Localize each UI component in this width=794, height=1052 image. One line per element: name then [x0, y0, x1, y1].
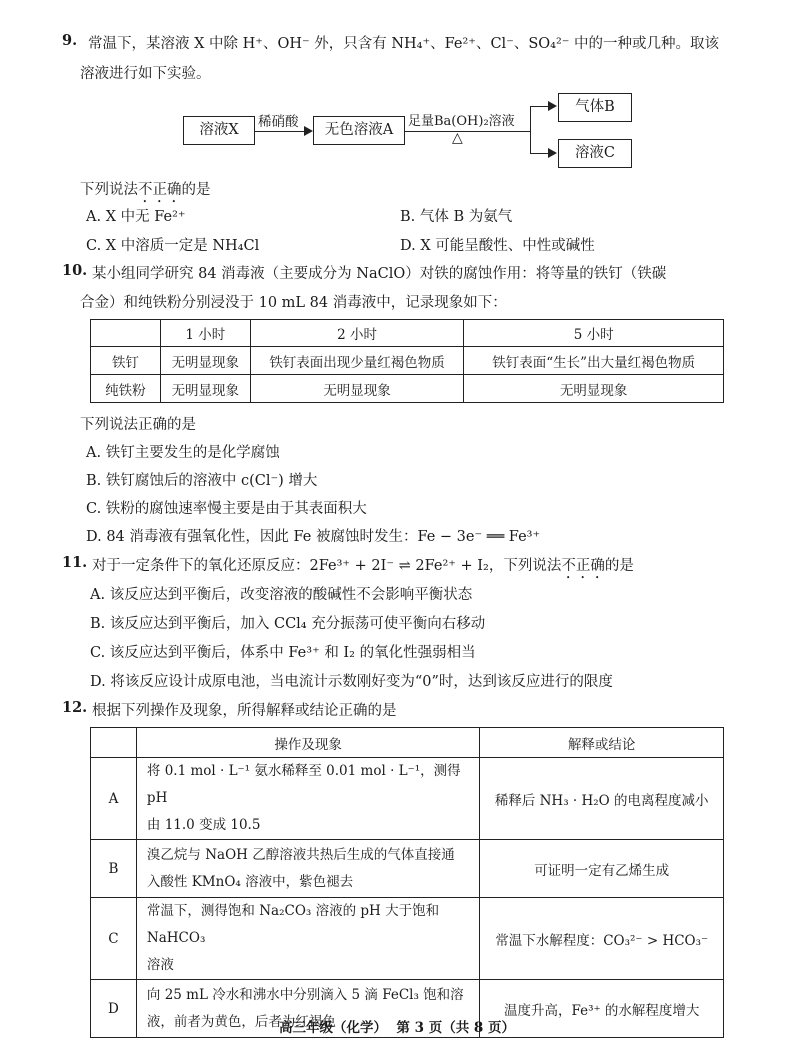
q9-option-d: D. X 可能呈酸性、中性或碱性 — [400, 238, 595, 254]
q12-row-label: B — [91, 840, 137, 898]
q10-cell: 铁钉 — [91, 347, 161, 375]
flow-arrow-1-head — [304, 126, 313, 136]
q10-cell: 无明显现象 — [160, 375, 250, 403]
flow-branch-top-line — [530, 106, 550, 107]
q12-row-conclusion: 可证明一定有乙烯生成 — [480, 840, 724, 898]
flow-branch-top-head — [548, 101, 557, 111]
q12-header-empty — [91, 728, 137, 758]
flow-branch-vertical — [530, 106, 531, 154]
q10-cell: 铁钉表面“生长”出大量红褐色物质 — [464, 347, 724, 375]
flow-box-solution-x: 溶液X — [183, 116, 255, 145]
q11-option-b: B. 该反应达到平衡后，加入 CCl₄ 充分振荡可使平衡向右移动 — [90, 616, 486, 632]
q10-cell: 无明显现象 — [250, 375, 464, 403]
q12-row-operation: 常温下，测得饱和 Na₂CO₃ 溶液的 pH 大于饱和 NaHCO₃ 溶液 — [136, 898, 479, 980]
q12-row-label: A — [91, 758, 137, 840]
q10-header-2h: 2 小时 — [250, 320, 464, 347]
q10-cell: 纯铁粉 — [91, 375, 161, 403]
page-footer: 高三年级（化学） 第 3 页（共 8 页） — [279, 1020, 515, 1036]
q11-stem: 对于一定条件下的氧化还原反应：2Fe³⁺ + 2I⁻ ⇌ 2Fe²⁺ + I₂，下列说法不正确的是 — [92, 558, 634, 574]
q10-stem-line2: 合金）和纯铁粉分别浸没于 10 mL 84 消毒液中，记录现象如下： — [80, 295, 507, 311]
q10-header-empty — [91, 320, 161, 347]
q9-option-b: B. 气体 B 为氨气 — [400, 209, 513, 225]
q9-option-a: A. X 中无 Fe²⁺ — [86, 209, 186, 225]
q10-row-nail — [91, 347, 724, 375]
flow-box-gas-b: 气体B — [558, 93, 632, 122]
q10-header-5h: 5 小时 — [464, 320, 724, 347]
flow-arrow-1-label: 稀硝酸 — [258, 114, 299, 130]
q9-number: 9. — [62, 32, 78, 49]
q12-stem: 根据下列操作及现象，所得解释或结论正确的是 — [92, 703, 397, 719]
flow-box-solution-a: 无色溶液A — [313, 116, 405, 145]
q10-number: 10. — [62, 262, 88, 279]
q10-option-a: A. 铁钉主要发生的是化学腐蚀 — [86, 445, 280, 461]
q11-option-c: C. 该反应达到平衡后，体系中 Fe³⁺ 和 I₂ 的氧化性强弱相当 — [90, 645, 476, 661]
q10-stem-line1: 某小组同学研究 84 消毒液（主要成分为 NaClO）对铁的腐蚀作用：将等量的铁钉（铁碳 — [92, 266, 667, 282]
q10-option-d: D. 84 消毒液有强氧化性，因此 Fe 被腐蚀时发生：Fe − 3e⁻ ══ Fe³⁺ — [86, 529, 541, 545]
flow-arrow-2-line — [405, 131, 530, 132]
q10-cell: 无明显现象 — [160, 347, 250, 375]
q12-table — [90, 727, 724, 1038]
q10-row-powder — [91, 375, 724, 403]
q12-row-label: D — [91, 980, 137, 1038]
q12-row-a — [91, 758, 724, 840]
q10-option-b: B. 铁钉腐蚀后的溶液中 c(Cl⁻) 增大 — [86, 473, 318, 489]
q9-prompt: 下列说法不正确的是 — [80, 182, 211, 198]
q11-option-a: A. 该反应达到平衡后，改变溶液的酸碱性不会影响平衡状态 — [90, 587, 473, 603]
q10-option-c: C. 铁粉的腐蚀速率慢主要是由于其表面积大 — [86, 501, 367, 517]
flow-branch-bottom-line — [530, 153, 550, 154]
q10-header-1h: 1 小时 — [160, 320, 250, 347]
q9-option-c: C. X 中溶质一定是 NH₄Cl — [86, 238, 260, 254]
q12-row-label: C — [91, 898, 137, 980]
flow-branch-bottom-head — [548, 148, 557, 158]
q12-number: 12. — [62, 699, 88, 716]
q12-row-operation: 将 0.1 mol · L⁻¹ 氨水稀释至 0.01 mol · L⁻¹，测得 pH 由 11.0 变成 10.5 — [136, 758, 479, 840]
q12-header-operation: 操作及现象 — [136, 728, 479, 758]
q9-stem-line1: 常温下，某溶液 X 中除 H⁺、OH⁻ 外，只含有 NH₄⁺、Fe²⁺、Cl⁻、SO₄²⁻ 中的一种或几种。取该 — [88, 36, 720, 52]
q12-row-b — [91, 840, 724, 898]
q11-number: 11. — [62, 554, 88, 571]
q12-row-conclusion: 温度升高，Fe³⁺ 的水解程度增大 — [480, 980, 724, 1038]
q12-row-operation: 溴乙烷与 NaOH 乙醇溶液共热后生成的气体直接通 入酸性 KMnO₄ 溶液中，紫色褪去 — [136, 840, 479, 898]
flow-arrow-2-label: 足量Ba(OH)₂溶液 — [408, 114, 515, 129]
q12-row-conclusion: 常温下水解程度：CO₃²⁻ > HCO₃⁻ — [480, 898, 724, 980]
flow-box-solution-c: 溶液C — [558, 139, 632, 168]
q9-stem-line2: 溶液进行如下实验。 — [80, 66, 211, 82]
q12-row-c — [91, 898, 724, 980]
flow-arrow-1-line — [255, 131, 307, 132]
q11-option-d: D. 将该反应设计成原电池，当电流计示数刚好变为“0”时，达到该反应进行的限度 — [90, 674, 613, 690]
q12-header-conclusion: 解释或结论 — [480, 728, 724, 758]
q12-row-operation: 向 25 mL 冷水和沸水中分别滴入 5 滴 FeCl₃ 饱和溶 液，前者为黄色，后者为红褐色 — [136, 980, 479, 1038]
q10-cell: 铁钉表面出现少量红褐色物质 — [250, 347, 464, 375]
q10-prompt: 下列说法正确的是 — [80, 417, 196, 433]
q10-cell: 无明显现象 — [464, 375, 724, 403]
flow-arrow-2-heat-symbol: △ — [452, 130, 463, 146]
q10-table — [90, 319, 724, 403]
q12-row-conclusion: 稀释后 NH₃ · H₂O 的电离程度减小 — [480, 758, 724, 840]
